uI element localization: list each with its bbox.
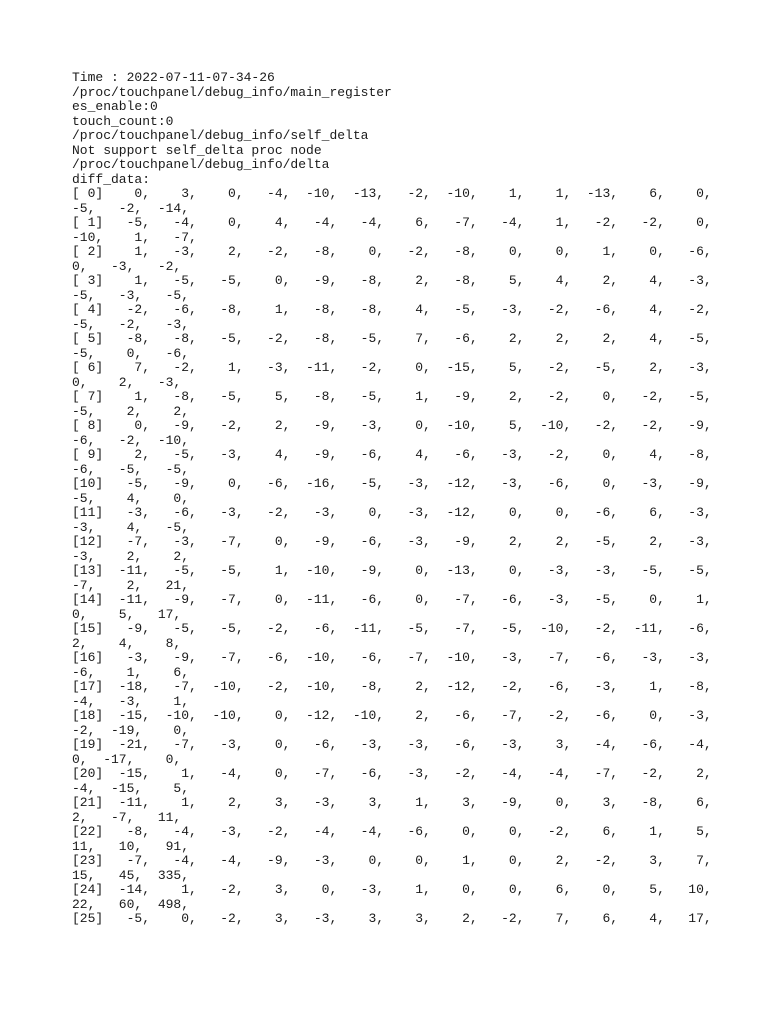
log-line: [16] -3, -9, -7, -6, -10, -6, -7, -10, -3, -7, -6, -3, -3, — [72, 650, 712, 665]
log-line: [ 2] 1, -3, 2, -2, -8, 0, -2, -8, 0, 0, 1, 0, -6, — [72, 244, 712, 259]
log-line: 0, -17, 0, — [72, 751, 182, 767]
log-line: 0, -3, -2, — [72, 258, 182, 274]
log-line: -6, -2, -10, — [72, 432, 190, 448]
log-line: /proc/touchpanel/debug_info/main_register — [72, 84, 392, 100]
log-line: -7, 2, 21, — [72, 577, 190, 593]
log-line: [ 5] -8, -8, -5, -2, -8, -5, 7, -6, 2, 2, 2, 4, -5, — [72, 331, 712, 346]
log-line: [25] -5, 0, -2, 3, -3, 3, 3, 2, -2, 7, 6, 4, 17, — [72, 911, 712, 926]
log-line: es_enable:0 — [72, 99, 158, 114]
log-line: [24] -14, 1, -2, 3, 0, -3, 1, 0, 0, 6, 0, 5, 10, — [72, 882, 712, 897]
log-line: -5, 4, 0, — [72, 490, 190, 506]
log-line: 2, -7, 11, — [72, 809, 182, 825]
log-line: /proc/touchpanel/debug_info/delta — [72, 157, 330, 172]
log-line: [10] -5, -9, 0, -6, -16, -5, -3, -12, -3, -6, 0, -3, -9, — [72, 476, 712, 491]
log-line: [ 3] 1, -5, -5, 0, -9, -8, 2, -8, 5, 4, 2, 4, -3, — [72, 273, 712, 288]
log-line: 2, 4, 8, — [72, 635, 182, 651]
log-line: [12] -7, -3, -7, 0, -9, -6, -3, -9, 2, 2, -5, 2, -3, — [72, 534, 712, 549]
log-line: [17] -18, -7, -10, -2, -10, -8, 2, -12, -2, -6, -3, 1, -8, — [72, 679, 712, 694]
log-line: [ 6] 7, -2, 1, -3, -11, -2, 0, -15, 5, -2, -5, 2, -3, — [72, 360, 712, 375]
log-line: /proc/touchpanel/debug_info/self_delta — [72, 128, 369, 143]
log-line: [23] -7, -4, -4, -9, -3, 0, 0, 1, 0, 2, -2, 3, 7, — [72, 853, 712, 868]
log-line: -5, -3, -5, — [72, 287, 190, 303]
log-line: [21] -11, 1, 2, 3, -3, 3, 1, 3, -9, 0, 3, -8, 6, — [72, 795, 712, 810]
log-line: -4, -3, 1, — [72, 693, 190, 709]
log-line: [15] -9, -5, -5, -2, -6, -11, -5, -7, -5, -10, -2, -11, -6, — [72, 621, 712, 636]
log-line: -2, -19, 0, — [72, 722, 190, 738]
log-line: [11] -3, -6, -3, -2, -3, 0, -3, -12, 0, 0, -6, 6, -3, — [72, 505, 712, 520]
log-line: -5, 0, -6, — [72, 345, 190, 361]
log-line: -3, 4, -5, — [72, 519, 190, 535]
log-line: [22] -8, -4, -3, -2, -4, -4, -6, 0, 0, -2, 6, 1, 5, — [72, 824, 712, 839]
log-line: [14] -11, -9, -7, 0, -11, -6, 0, -7, -6, -3, -5, 0, 1, — [72, 592, 712, 607]
log-line: 22, 60, 498, — [72, 896, 190, 912]
log-line: touch_count:0 — [72, 113, 174, 129]
log-line: [ 1] -5, -4, 0, 4, -4, -4, 6, -7, -4, 1, -2, -2, 0, — [72, 215, 712, 230]
log-line: [20] -15, 1, -4, 0, -7, -6, -3, -2, -4, -4, -7, -2, 2, — [72, 766, 712, 781]
log-line: -3, 2, 2, — [72, 548, 190, 564]
debug-log-text — [72, 71, 712, 927]
log-line: -6, 1, 6, — [72, 664, 190, 680]
log-line: 11, 10, 91, — [72, 838, 190, 854]
log-line: Not support self_delta proc node — [72, 142, 322, 158]
log-line: Time : 2022-07-11-07-34-26 — [72, 70, 275, 85]
log-line: [18] -15, -10, -10, 0, -12, -10, 2, -6, -7, -2, -6, 0, -3, — [72, 708, 712, 723]
log-line: [ 4] -2, -6, -8, 1, -8, -8, 4, -5, -3, -2, -6, 4, -2, — [72, 302, 712, 317]
log-line: [ 0] 0, 3, 0, -4, -10, -13, -2, -10, 1, 1, -13, 6, 0, — [72, 186, 712, 201]
log-line: [ 8] 0, -9, -2, 2, -9, -3, 0, -10, 5, -10, -2, -2, -9, — [72, 418, 712, 433]
log-line: 0, 5, 17, — [72, 606, 182, 622]
log-line: [ 9] 2, -5, -3, 4, -9, -6, 4, -6, -3, -2, 0, 4, -8, — [72, 447, 712, 462]
log-line: [ 7] 1, -8, -5, 5, -8, -5, 1, -9, 2, -2, 0, -2, -5, — [72, 389, 712, 404]
log-line: [13] -11, -5, -5, 1, -10, -9, 0, -13, 0, -3, -3, -5, -5, — [72, 563, 712, 578]
log-line: -5, -2, -14, — [72, 200, 190, 216]
log-line: -5, 2, 2, — [72, 403, 190, 419]
log-line: [19] -21, -7, -3, 0, -6, -3, -3, -6, -3, 3, -4, -6, -4, — [72, 737, 712, 752]
log-line: 0, 2, -3, — [72, 374, 182, 390]
log-line: -6, -5, -5, — [72, 461, 190, 477]
log-line: 15, 45, 335, — [72, 867, 190, 883]
log-line: diff_data: — [72, 171, 151, 187]
log-line: -10, 1, -7, — [72, 229, 197, 245]
log-line: -4, -15, 5, — [72, 780, 190, 796]
log-line: -5, -2, -3, — [72, 316, 190, 332]
